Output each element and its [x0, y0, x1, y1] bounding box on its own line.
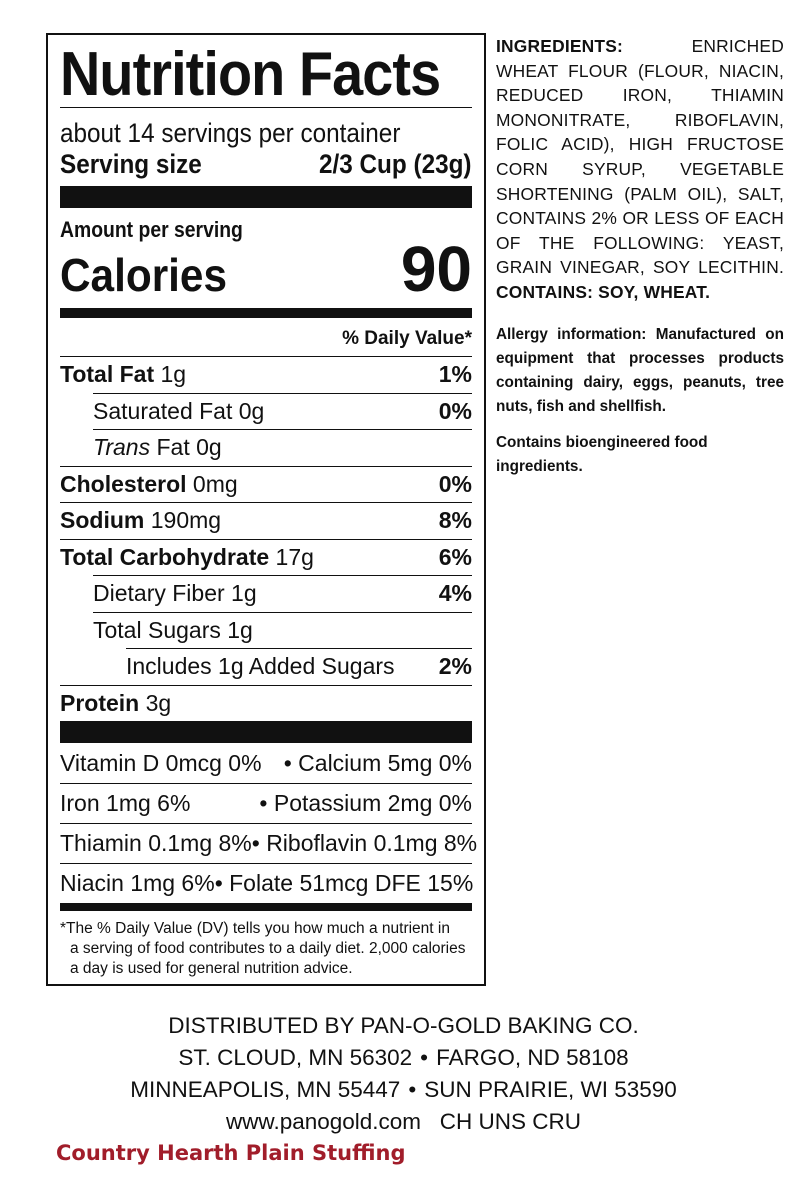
contains-statement: CONTAINS: SOY, WHEAT.: [496, 281, 711, 302]
city-text: ST. CLOUD, MN 56302: [178, 1045, 413, 1070]
nutrient-row-total-carbohydrate: [60, 539, 472, 576]
daily-value-footnote: [60, 919, 472, 979]
serving-heavy-rule: [60, 186, 472, 208]
city-text: FARGO, ND 58108: [436, 1045, 629, 1070]
daily-value-header: % Daily Value*: [342, 328, 472, 349]
nutrient-dv: 4%: [438, 580, 472, 607]
footnote-line: *The % Daily Value (DV) tells you how much a nutrient in: [60, 920, 450, 937]
nutrient-name: Fat: [156, 434, 190, 461]
nutrient-row-added-sugars: [126, 648, 472, 685]
footnote-line: a serving of food contributes to a daily diet. 2,000 calories: [70, 940, 466, 957]
nutrient-name: Total Fat: [60, 361, 155, 388]
protein-heavy-rule: [60, 721, 472, 743]
vitamin-right: • Riboflavin 0.1mg 8%: [251, 830, 478, 856]
ingredients-statement: [496, 34, 784, 305]
nutrient-row-sodium: [60, 502, 472, 539]
nutrient-row-cholesterol: [60, 466, 472, 503]
calories-label: Calories: [60, 249, 228, 301]
vitamin-right: • Potassium 2mg 0%: [259, 790, 472, 816]
nutrient-row-total-sugars: [93, 612, 472, 649]
nutrient-name: Sodium: [60, 507, 145, 534]
nutrient-amount: 0mg: [192, 470, 238, 497]
nutrient-amount: 1g: [160, 361, 187, 388]
city-text: SUN PRAIRIE, WI 53590: [424, 1077, 677, 1102]
nutrient-name: Protein: [60, 689, 140, 716]
nutrient-amount: 1g: [231, 580, 257, 607]
distributor-line: [0, 1042, 807, 1074]
nutrition-facts-panel: [46, 33, 486, 986]
vitamin-left: Vitamin D 0mcg 0%: [60, 749, 262, 776]
nutrient-amount: 0g: [196, 434, 222, 461]
nutrient-name: Dietary Fiber: [93, 580, 225, 607]
serving-size-row: [60, 148, 472, 180]
serving-size-value: 2/3 Cup (23g): [319, 149, 472, 179]
nutrient-dv: 0%: [438, 470, 472, 497]
bullet-separator: •: [420, 1045, 429, 1070]
nutrient-name-italic: Trans: [93, 434, 151, 461]
vitamin-left: Niacin 1mg 6%: [60, 870, 215, 896]
distributor-website-line: www.panogold.com CH UNS CRU: [225, 1109, 582, 1134]
nutrient-row-saturated-fat: [93, 393, 472, 430]
nutrient-dv: 1%: [438, 361, 472, 388]
vitamin-left: Thiamin 0.1mg 8%: [60, 830, 252, 856]
nutrient-amount: 17g: [275, 543, 314, 570]
serving-size-label: Serving size: [60, 149, 202, 179]
nutrition-facts-title: Nutrition Facts: [60, 40, 441, 109]
nutrient-dv: 0%: [438, 397, 472, 424]
nutrient-name: Cholesterol: [60, 470, 187, 497]
nutrient-name: Total Carbohydrate: [60, 543, 270, 570]
vitamin-right: • Calcium 5mg 0%: [283, 749, 472, 776]
nutrient-dv: 8%: [438, 507, 472, 534]
ingredients-column: [496, 34, 784, 479]
calories-rule: [60, 308, 472, 318]
vitamin-right: • Folate 51mcg DFE 15%: [214, 870, 474, 896]
distributor-line: [0, 1074, 807, 1106]
bullet-separator: •: [408, 1077, 417, 1102]
vitamin-row: [60, 863, 472, 903]
footnote-line: a day is used for general nutrition advice.: [70, 960, 353, 977]
nutrient-amount: 3g: [145, 689, 172, 716]
ingredients-label: INGREDIENTS:: [496, 36, 624, 56]
footnote-rule: [60, 903, 472, 911]
nutrient-amount: 1g: [227, 616, 253, 643]
vitamin-row: [60, 783, 472, 823]
nutrient-name: Total Sugars: [93, 616, 221, 643]
distributor-line: DISTRIBUTED BY PAN-O-GOLD BAKING CO.: [168, 1013, 639, 1038]
vitamin-left: Iron 1mg 6%: [60, 790, 191, 816]
product-name: Country Hearth Plain Stuffing: [56, 1141, 406, 1165]
ingredients-text: ENRICHED WHEAT FLOUR (FLOUR, NIACIN, REDUCED IRON, THIAMIN MONONITRATE, RIBOFLAVIN, FOLIC ACID), HIGH FRUCTOSE CORN SYRUP, VEGETABLE SHORTENING (PALM OIL), SALT, CONTAINS 2% OR LESS OF EACH OF THE FOLLOWING: YEAST, GRAIN VINEGAR, SOY LECITHIN.: [496, 36, 784, 278]
nutrient-name: Saturated Fat: [93, 397, 233, 424]
nutrient-row-protein: [60, 685, 472, 722]
vitamin-row: [60, 823, 478, 863]
calories-row: [60, 233, 472, 305]
distributor-block: [0, 1010, 807, 1138]
calories-value: 90: [400, 233, 472, 305]
nutrient-dv: 2%: [438, 653, 472, 680]
nutrient-dv: 6%: [438, 543, 472, 570]
vitamin-row: [60, 743, 472, 783]
nutrient-row-total-fat: [60, 356, 472, 393]
bioengineered-disclosure: Contains bioengineered food ingredients.: [496, 433, 708, 475]
servings-per-container: about 14 servings per container: [60, 118, 401, 148]
nutrient-row-trans-fat: [93, 429, 472, 466]
nutrient-row-dietary-fiber: [93, 575, 472, 612]
nutrient-amount: 0g: [238, 397, 265, 424]
amount-per-serving: Amount per serving: [60, 217, 243, 242]
nutrient-name: Includes 1g Added Sugars: [126, 653, 395, 680]
nutrient-amount: 190mg: [150, 507, 222, 534]
city-text: MINNEAPOLIS, MN 55447: [130, 1077, 401, 1102]
allergy-information: Allergy information: Manufactured on equipment that processes products containing dairy, eggs, peanuts, tree nuts, fish and shellfish.: [496, 325, 784, 415]
